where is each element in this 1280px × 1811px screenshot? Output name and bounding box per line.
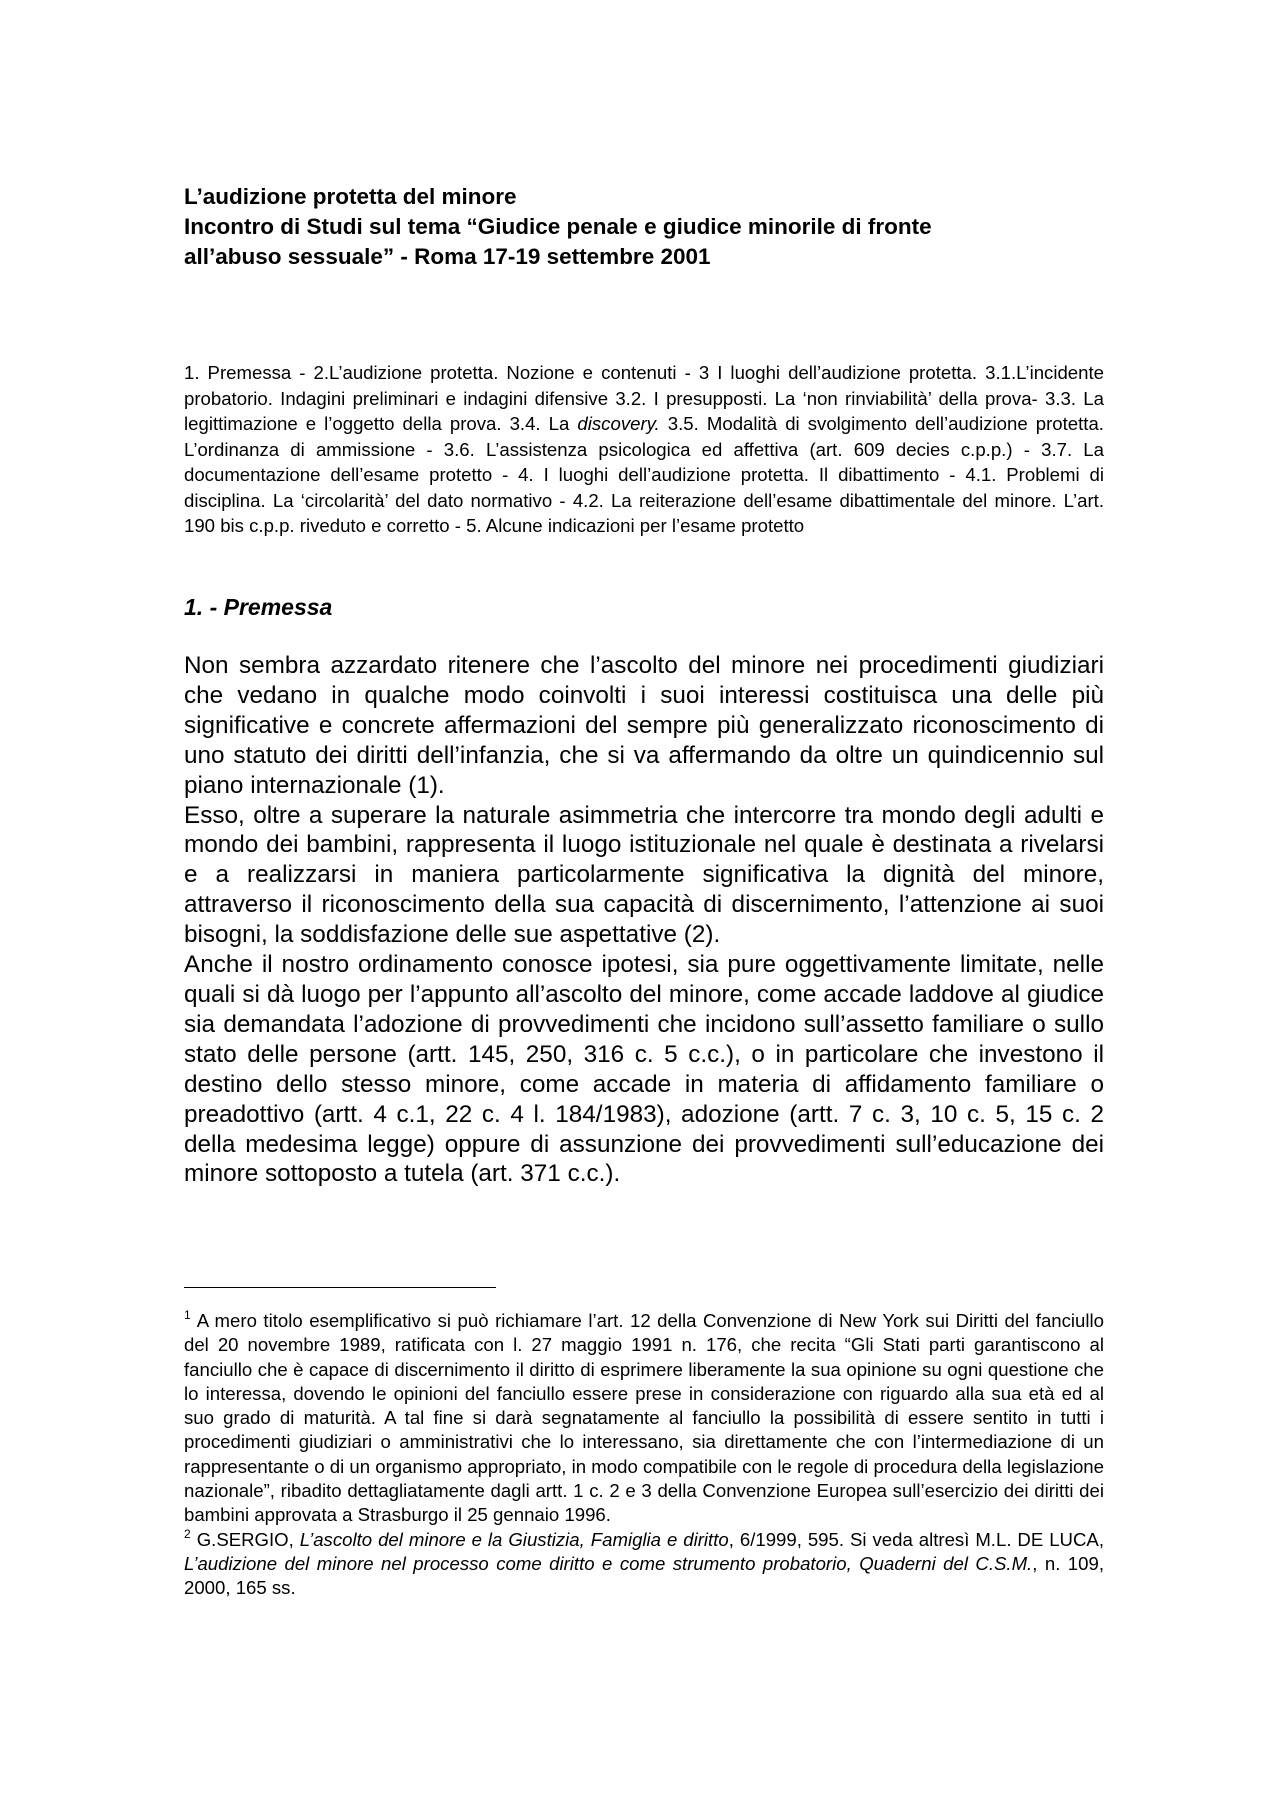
footnote-separator bbox=[184, 1287, 496, 1288]
title-line-3: all’abuso sessuale” - Roma 17-19 settembre 2001 bbox=[184, 244, 711, 269]
toc-text-part2: 3.5. Modalità di svolgimento dell’audizione protetta. L’ordinanza di ammissione - 3.6. L’assistenza psicologica ed affettiva (art. 609 decies c.p.p.) - 3.7. La documentazione dell’esame protetto - 4. I luoghi dell’audizione protetta. Il dibattimento - 4.1. Problemi di disciplina. La ‘circolarità’ del dato normativo - 4.2. La reiterazione dell’esame dibattimentale del minore. L’art. 190 bis c.p.p. riveduto e corretto - 5. Alcune indicazioni per l’esame protetto bbox=[184, 413, 1104, 536]
paragraph-2: Esso, oltre a superare la naturale asimmetria che intercorre tra mondo degli adulti e mondo dei bambini, rappresenta il luogo istituzionale nel quale è destinata a rivelarsi e a realizzarsi in maniera particolarmente significativa la dignità del minore, attraverso il riconoscimento della sua capacità di discernimento, l’attenzione ai suoi bisogni, la soddisfazione delle sue aspettative (2). bbox=[184, 801, 1104, 949]
toc-text-part1: 1. Premessa - 2.L’audizione protetta. Nozione e contenuti - 3 I luoghi dell’audizione protetta. 3.1.L’incidente probatorio. Indagini preliminari e indagini difensive 3.2. I presupposti. La ‘non rinviabilità’ della prova- 3.3. La legittimazione e l’oggetto della prova. 3.4. La bbox=[184, 362, 1104, 434]
paragraph-3: Anche il nostro ordinamento conosce ipotesi, sia pure oggettivamente limitate, nelle quali si dà luogo per l’appunto all’ascolto del minore, come accade laddove al giudice sia demandata l’adozione di provvedimenti che incidono sull’assetto familiare o sullo stato delle persone (artt. 145, 250, 316 c. 5 c.c.), o in particolare che investono il destino dello stesso minore, come accade in materia di affidamento familiare o preadottivo (artt. 4 c.1, 22 c. 4 l. 184/1983), adozione (artt. 7 c. 3, 10 c. 5, 15 c. 2 della medesima legge) oppure di assunzione dei provvedimenti sull’educazione dei minore sottoposto a tutela (art. 371 c.c.). bbox=[184, 951, 1104, 1188]
footnote-2 bbox=[184, 1528, 1104, 1601]
document-title bbox=[184, 182, 1104, 272]
footnote-2-tail-2: , n. 109, 2000, 165 ss. bbox=[184, 1552, 1104, 1599]
footnote-1 bbox=[184, 1309, 1104, 1528]
paragraph-1: Non sembra azzardato ritenere che l’ascolto del minore nei procedimenti giudiziari che vedano in qualche modo coinvolti i suoi interessi costituisca una delle più significative e concrete affermazioni del sempre più generalizzato riconoscimento di uno statuto dei diritti dell’infanzia, che si va affermando da oltre un quindicennio sul piano internazionale (1). bbox=[184, 652, 1104, 799]
footnote-2-work-1: L’ascolto del minore e la Giustizia, Famiglia e diritto bbox=[299, 1528, 729, 1550]
footnote-2-tail-1: , 6/1999, 595. Si veda altresì M.L. DE LUCA, bbox=[728, 1528, 1104, 1550]
toc-discovery: discovery. bbox=[577, 413, 660, 434]
footnote-2-number: 2 bbox=[184, 1526, 191, 1541]
footnote-2-work-2: L’audizione del minore nel processo come diritto e come strumento probatorio, Quaderni del C.S.M. bbox=[184, 1552, 1033, 1574]
footnote-1-text: A mero titolo esemplificativo si può richiamare l’art. 12 della Convenzione di New York sui Diritti del fanciullo del 20 novembre 1989, ratificata con l. 27 maggio 1991 n. 176, che recita “Gli Stati parti garantiscono al fanciullo che è capace di discernimento il diritto di esprimere liberamente la sua opinione su ogni questione che lo interessa, dovendo le opinioni del fanciullo essere prese in considerazione con riguardo alla sua età ed al suo grado di maturità. A tal fine si darà segnatamente al fanciullo la possibilità di essere sentito in tutti i procedimenti giudiziari o amministrativi che lo interessano, sia direttamente che con l’intermediazione di un rappresentante o di un organismo appropriato, in modo compatibile con le regole di procedura della legislazione nazionale”, ribadito dettagliatamente dagli artt. 1 c. 2 e 3 della Convenzione Europea sull’esercizio dei diritti dei bambini approvata a Strasburgo il 25 gennaio 1996. bbox=[184, 1310, 1104, 1526]
table-of-contents bbox=[184, 360, 1104, 539]
title-line-2: Incontro di Studi sul tema “Giudice penale e giudice minorile di fronte bbox=[184, 214, 932, 239]
footnote-1-number: 1 bbox=[184, 1308, 191, 1322]
section-heading: 1. - Premessa bbox=[184, 594, 333, 620]
footnote-2-author: G.SERGIO, bbox=[196, 1528, 300, 1550]
title-line-1: L’audizione protetta del minore bbox=[184, 184, 517, 209]
body-text bbox=[184, 651, 1104, 1189]
footnotes bbox=[184, 1309, 1104, 1601]
